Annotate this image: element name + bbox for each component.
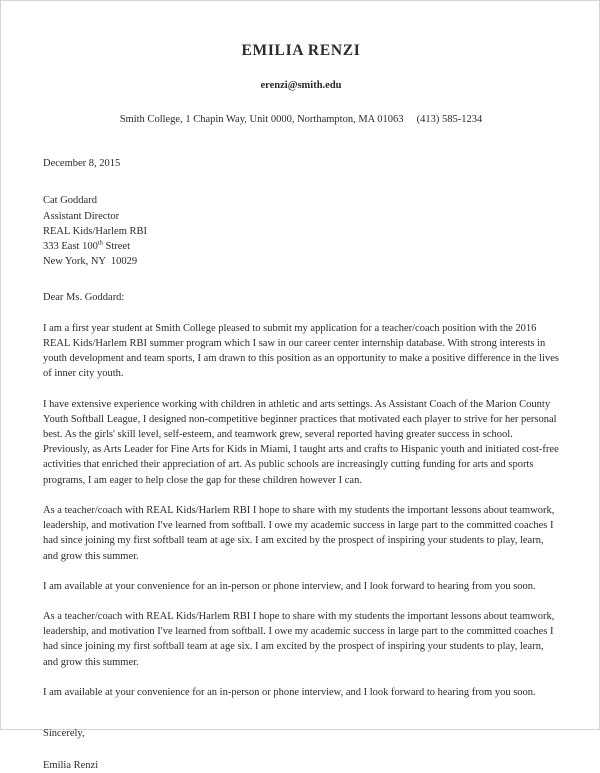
closing-salutation: Sincerely, <box>43 728 85 740</box>
recipient-organization: REAL Kids/Harlem RBI <box>43 225 148 237</box>
recipient-street <box>43 239 559 254</box>
salutation: Dear Ms. Goddard: <box>43 292 125 304</box>
body-paragraph: I have extensive experience working with children in athletic and arts settings. As Assistant Coach of the Marion County Youth Softball League, I designed non-competitive beginner practices that motivated each player to strive for her personal best. As the girls' skill level, self-esteem, and teamwork grew, several reported having greater success in school. Previously, as Arts Leader for Fine Arts for Kids in Miami, I taught arts and crafts to Hispanic youth and initiated cost-free activities that enriched their appreciation of art. As public schools are increasingly cutting funding for arts and sports programs, I am eager to help close the gap for these children however I can. <box>43 398 559 486</box>
body-paragraph: As a teacher/coach with REAL Kids/Harlem RBI I hope to share with my students the important lessons about teamwork, leadership, and motivation I've learned from softball. I owe my academic success in large part to the committed coaches I had since joining my first softball team at age six. I am excited by the prospect of inspiring your students to play, learn, and grow this summer. <box>43 610 555 668</box>
body-paragraph: I am a first year student at Smith College pleased to submit my application for a teacher/coach position with the 2016 REAL Kids/Harlem RBI summer program which I saw in our career center internship database. With strong interests in youth development and team sports, I am drawn to this position as an opportunity to make a positive difference in the lives of inner city youth. <box>43 322 559 380</box>
recipient-city-state-zip: New York, NY 10029 <box>43 256 138 268</box>
recipient-street-number: 333 East 100 <box>43 241 98 253</box>
body-paragraph: I am available at your convenience for an in-person or phone interview, and I look forward to hearing from you soon. <box>43 686 536 698</box>
sender-email: erenzi@smith.edu <box>260 80 342 92</box>
recipient-name: Cat Goddard <box>43 195 97 207</box>
recipient-street-ordinal-suffix: th <box>97 239 103 247</box>
letter-date: December 8, 2015 <box>43 158 121 170</box>
sender-name: EMILIA RENZI <box>241 42 361 59</box>
body-paragraph: As a teacher/coach with REAL Kids/Harlem RBI I hope to share with my students the important lessons about teamwork, leadership, and motivation I've learned from softball. I owe my academic success in large part to the committed coaches I had since joining my first softball team at age six. I am excited by the prospect of inspiring your students to play, learn, and grow this summer. <box>43 504 555 562</box>
signature-name: Emilia Renzi <box>43 760 99 772</box>
body-paragraph: I am available at your convenience for an in-person or phone interview, and I look forward to hearing from you soon. <box>43 580 536 592</box>
letter-content <box>43 1 559 773</box>
letterhead <box>43 42 559 125</box>
sender-contact-line: Smith College, 1 Chapin Way, Unit 0000, Northampton, MA 01063 (413) 585-1234 <box>119 113 483 125</box>
recipient-address-block <box>43 193 559 269</box>
recipient-street-type: Street <box>102 241 131 253</box>
recipient-title: Assistant Director <box>43 210 120 222</box>
